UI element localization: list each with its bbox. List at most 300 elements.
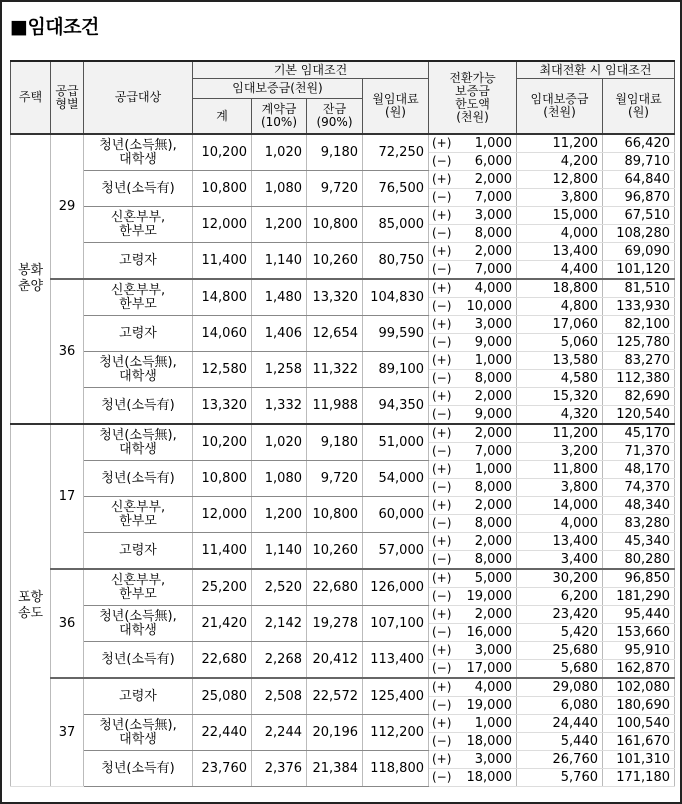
- rental-conditions-table: [10, 60, 675, 787]
- supply-target-cell: [84, 751, 193, 787]
- target-line: 청년(소득有): [101, 180, 175, 196]
- balance-cell: 10,800: [307, 207, 363, 243]
- contract-fee-cell: 1,140: [252, 243, 307, 280]
- minus-limit-cell: 8,000: [459, 370, 517, 388]
- supply-target-cell: [84, 352, 193, 388]
- balance-cell: 20,412: [307, 642, 363, 679]
- target-line: 고령자: [119, 325, 157, 341]
- plus-max-deposit-cell: 17,060: [517, 316, 603, 334]
- supply-type-cell: 36: [51, 279, 84, 424]
- plus-sign: (+): [429, 316, 459, 334]
- plus-max-deposit-cell: 18,800: [517, 279, 603, 298]
- target-line: 청년(소득有): [101, 470, 175, 486]
- minus-limit-cell: 9,000: [459, 334, 517, 352]
- minus-max-deposit-cell: 4,000: [517, 225, 603, 243]
- plus-max-rent-cell: 82,100: [603, 316, 675, 334]
- minus-max-deposit-cell: 4,320: [517, 406, 603, 425]
- monthly-rent-cell: 72,250: [363, 134, 429, 171]
- plus-max-rent-cell: 48,340: [603, 497, 675, 515]
- balance-cell: 11,988: [307, 388, 363, 425]
- contract-fee-cell: 2,142: [252, 606, 307, 642]
- supply-type-cell: 17: [51, 424, 84, 569]
- table-row: [11, 751, 675, 769]
- table-row: [11, 171, 675, 189]
- minus-limit-cell: 17,000: [459, 660, 517, 679]
- house-name-line: 춘양: [17, 279, 44, 294]
- plus-max-rent-cell: 101,310: [603, 751, 675, 769]
- plus-sign: (+): [429, 497, 459, 515]
- minus-sign: (−): [429, 261, 459, 280]
- table-row: [11, 388, 675, 406]
- plus-sign: (+): [429, 279, 459, 298]
- minus-max-rent-cell: 96,870: [603, 189, 675, 207]
- plus-limit-cell: 1,000: [459, 352, 517, 370]
- supply-target-cell: [84, 461, 193, 497]
- monthly-rent-cell: 80,750: [363, 243, 429, 280]
- plus-limit-cell: 3,000: [459, 642, 517, 660]
- minus-sign: (−): [429, 443, 459, 461]
- minus-max-rent-cell: 120,540: [603, 406, 675, 425]
- target-line: 대학생: [119, 151, 157, 167]
- minus-limit-cell: 8,000: [459, 479, 517, 497]
- minus-max-deposit-cell: 6,200: [517, 588, 603, 606]
- minus-limit-cell: 8,000: [459, 551, 517, 570]
- contract-fee-cell: 1,258: [252, 352, 307, 388]
- minus-limit-cell: 19,000: [459, 697, 517, 715]
- plus-max-deposit-cell: 13,580: [517, 352, 603, 370]
- target-line: 대학생: [119, 368, 157, 384]
- contract-fee-cell: 1,020: [252, 134, 307, 171]
- supply-target-cell: [84, 569, 193, 606]
- minus-sign: (−): [429, 515, 459, 533]
- balance-cell: 12,654: [307, 316, 363, 352]
- supply-target-cell: [84, 388, 193, 425]
- plus-sign: (+): [429, 207, 459, 225]
- plus-max-deposit-cell: 25,680: [517, 642, 603, 660]
- minus-sign: (−): [429, 697, 459, 715]
- plus-max-deposit-cell: 26,760: [517, 751, 603, 769]
- balance-cell: 20,196: [307, 715, 363, 751]
- plus-max-rent-cell: 66,420: [603, 134, 675, 153]
- balance-cell: 19,278: [307, 606, 363, 642]
- deposit-total-cell: 23,760: [193, 751, 252, 787]
- target-line: 청년(소득有): [101, 651, 175, 667]
- plus-max-deposit-cell: 15,320: [517, 388, 603, 406]
- minus-sign: (−): [429, 189, 459, 207]
- header-balance: 잔금 (90%): [307, 99, 363, 135]
- plus-limit-cell: 2,000: [459, 606, 517, 624]
- plus-limit-cell: 1,000: [459, 134, 517, 153]
- contract-fee-cell: 1,332: [252, 388, 307, 425]
- minus-limit-cell: 9,000: [459, 406, 517, 425]
- monthly-rent-cell: 126,000: [363, 569, 429, 606]
- plus-max-rent-cell: 96,850: [603, 569, 675, 588]
- supply-target-cell: [84, 678, 193, 715]
- plus-max-rent-cell: 102,080: [603, 678, 675, 697]
- deposit-total-cell: 14,060: [193, 316, 252, 352]
- plus-limit-cell: 3,000: [459, 751, 517, 769]
- minus-sign: (−): [429, 298, 459, 316]
- target-line: 청년(소득無),: [99, 354, 177, 370]
- table-row: [11, 424, 675, 443]
- monthly-rent-cell: 89,100: [363, 352, 429, 388]
- deposit-total-cell: 11,400: [193, 243, 252, 280]
- target-line: 대학생: [119, 731, 157, 747]
- plus-max-rent-cell: 95,910: [603, 642, 675, 660]
- contract-fee-cell: 2,268: [252, 642, 307, 679]
- monthly-rent-cell: 107,100: [363, 606, 429, 642]
- minus-sign: (−): [429, 660, 459, 679]
- table-header: [11, 61, 675, 134]
- minus-sign: (−): [429, 153, 459, 171]
- table-row: [11, 642, 675, 660]
- supply-target-cell: [84, 533, 193, 570]
- minus-max-deposit-cell: 5,060: [517, 334, 603, 352]
- minus-max-rent-cell: 162,870: [603, 660, 675, 679]
- plus-max-deposit-cell: 24,440: [517, 715, 603, 733]
- plus-limit-cell: 2,000: [459, 171, 517, 189]
- supply-target-cell: [84, 316, 193, 352]
- plus-sign: (+): [429, 171, 459, 189]
- contract-fee-cell: 1,480: [252, 279, 307, 316]
- house-name-cell: [11, 424, 51, 787]
- contract-fee-cell: 1,200: [252, 207, 307, 243]
- minus-max-rent-cell: 133,930: [603, 298, 675, 316]
- minus-max-rent-cell: 161,670: [603, 733, 675, 751]
- minus-sign: (−): [429, 479, 459, 497]
- minus-sign: (−): [429, 588, 459, 606]
- plus-sign: (+): [429, 678, 459, 697]
- supply-target-cell: [84, 134, 193, 171]
- plus-limit-cell: 2,000: [459, 424, 517, 443]
- plus-limit-cell: 3,000: [459, 207, 517, 225]
- plus-sign: (+): [429, 642, 459, 660]
- monthly-rent-cell: 104,830: [363, 279, 429, 316]
- header-supply-type: 공급 형별: [51, 61, 84, 134]
- minus-sign: (−): [429, 225, 459, 243]
- target-line: 한부모: [119, 296, 157, 312]
- balance-cell: 10,260: [307, 533, 363, 570]
- plus-sign: (+): [429, 134, 459, 153]
- target-line: 청년(소득有): [101, 397, 175, 413]
- plus-max-deposit-cell: 11,200: [517, 134, 603, 153]
- plus-sign: (+): [429, 606, 459, 624]
- minus-sign: (−): [429, 334, 459, 352]
- deposit-total-cell: 11,400: [193, 533, 252, 570]
- minus-limit-cell: 10,000: [459, 298, 517, 316]
- plus-sign: (+): [429, 751, 459, 769]
- minus-max-deposit-cell: 3,800: [517, 479, 603, 497]
- balance-cell: 9,720: [307, 461, 363, 497]
- target-line: 대학생: [119, 441, 157, 457]
- plus-max-rent-cell: 81,510: [603, 279, 675, 298]
- minus-max-deposit-cell: 3,400: [517, 551, 603, 570]
- header-deposit-total: 계: [193, 99, 252, 135]
- minus-max-rent-cell: 80,280: [603, 551, 675, 570]
- target-line: 신혼부부,: [110, 209, 166, 225]
- supply-target-cell: [84, 497, 193, 533]
- plus-max-rent-cell: 69,090: [603, 243, 675, 261]
- minus-sign: (−): [429, 624, 459, 642]
- target-line: 신혼부부,: [110, 499, 166, 515]
- minus-max-rent-cell: 153,660: [603, 624, 675, 642]
- plus-max-rent-cell: 45,170: [603, 424, 675, 443]
- table-row: [11, 352, 675, 370]
- house-name-line: 포항: [17, 589, 44, 605]
- plus-limit-cell: 1,000: [459, 715, 517, 733]
- balance-cell: 9,180: [307, 134, 363, 171]
- target-line: 한부모: [119, 586, 157, 602]
- plus-max-deposit-cell: 11,800: [517, 461, 603, 479]
- minus-limit-cell: 7,000: [459, 443, 517, 461]
- table-row: [11, 497, 675, 515]
- plus-max-deposit-cell: 13,400: [517, 243, 603, 261]
- minus-max-rent-cell: 101,120: [603, 261, 675, 280]
- balance-cell: 11,322: [307, 352, 363, 388]
- target-line: 청년(소득有): [101, 760, 175, 776]
- minus-max-deposit-cell: 4,200: [517, 153, 603, 171]
- target-line: 청년(소득無),: [99, 717, 177, 733]
- minus-sign: (−): [429, 769, 459, 787]
- deposit-total-cell: 14,800: [193, 279, 252, 316]
- balance-cell: 21,384: [307, 751, 363, 787]
- balance-cell: 22,572: [307, 678, 363, 715]
- table-row: [11, 606, 675, 624]
- plus-limit-cell: 2,000: [459, 243, 517, 261]
- target-line: 고령자: [119, 688, 157, 704]
- contract-fee-cell: 2,244: [252, 715, 307, 751]
- balance-cell: 10,260: [307, 243, 363, 280]
- deposit-total-cell: 12,000: [193, 207, 252, 243]
- minus-limit-cell: 6,000: [459, 153, 517, 171]
- monthly-rent-cell: 99,590: [363, 316, 429, 352]
- plus-limit-cell: 4,000: [459, 678, 517, 697]
- table-row: [11, 715, 675, 733]
- plus-sign: (+): [429, 715, 459, 733]
- minus-max-rent-cell: 83,280: [603, 515, 675, 533]
- header-deposit-group: 임대보증금(천원): [193, 79, 363, 99]
- plus-sign: (+): [429, 352, 459, 370]
- header-max-deposit: 임대보증금 (천원): [517, 79, 603, 135]
- monthly-rent-cell: 118,800: [363, 751, 429, 787]
- plus-sign: (+): [429, 569, 459, 588]
- minus-max-rent-cell: 89,710: [603, 153, 675, 171]
- supply-target-cell: [84, 243, 193, 280]
- balance-cell: 9,720: [307, 171, 363, 207]
- target-line: 고령자: [119, 542, 157, 558]
- supply-target-cell: [84, 171, 193, 207]
- minus-max-deposit-cell: 6,080: [517, 697, 603, 715]
- balance-cell: 10,800: [307, 497, 363, 533]
- deposit-total-cell: 12,580: [193, 352, 252, 388]
- target-line: 한부모: [119, 513, 157, 529]
- table-row: [11, 569, 675, 588]
- minus-max-rent-cell: 108,280: [603, 225, 675, 243]
- deposit-total-cell: 25,200: [193, 569, 252, 606]
- deposit-total-cell: 12,000: [193, 497, 252, 533]
- plus-limit-cell: 3,000: [459, 316, 517, 334]
- supply-target-cell: [84, 606, 193, 642]
- header-conversion-limit: 전환가능 보증금 한도액 (천원): [429, 61, 517, 134]
- plus-max-rent-cell: 95,440: [603, 606, 675, 624]
- deposit-total-cell: 10,200: [193, 134, 252, 171]
- monthly-rent-cell: 125,400: [363, 678, 429, 715]
- plus-max-rent-cell: 67,510: [603, 207, 675, 225]
- plus-sign: (+): [429, 243, 459, 261]
- target-line: 신혼부부,: [110, 572, 166, 588]
- minus-max-deposit-cell: 4,800: [517, 298, 603, 316]
- minus-max-rent-cell: 71,370: [603, 443, 675, 461]
- contract-fee-cell: 2,376: [252, 751, 307, 787]
- supply-type-cell: 29: [51, 134, 84, 279]
- supply-type-cell: 37: [51, 678, 84, 787]
- minus-max-deposit-cell: 5,420: [517, 624, 603, 642]
- minus-max-rent-cell: 112,380: [603, 370, 675, 388]
- contract-fee-cell: 2,520: [252, 569, 307, 606]
- minus-max-deposit-cell: 5,760: [517, 769, 603, 787]
- contract-fee-cell: 1,020: [252, 424, 307, 461]
- minus-limit-cell: 19,000: [459, 588, 517, 606]
- minus-sign: (−): [429, 551, 459, 570]
- minus-max-deposit-cell: 5,680: [517, 660, 603, 679]
- minus-limit-cell: 8,000: [459, 225, 517, 243]
- plus-max-rent-cell: 64,840: [603, 171, 675, 189]
- header-monthly-rent: 월임대료 (원): [363, 79, 429, 135]
- minus-max-deposit-cell: 5,440: [517, 733, 603, 751]
- table-row: [11, 533, 675, 551]
- supply-target-cell: [84, 715, 193, 751]
- plus-max-rent-cell: 82,690: [603, 388, 675, 406]
- plus-max-rent-cell: 83,270: [603, 352, 675, 370]
- header-contract-fee: 계약금 (10%): [252, 99, 307, 135]
- minus-limit-cell: 18,000: [459, 733, 517, 751]
- balance-cell: 13,320: [307, 279, 363, 316]
- supply-target-cell: [84, 424, 193, 461]
- supply-target-cell: [84, 279, 193, 316]
- table-row: [11, 243, 675, 261]
- deposit-total-cell: 10,200: [193, 424, 252, 461]
- contract-fee-cell: 1,140: [252, 533, 307, 570]
- plus-limit-cell: 2,000: [459, 497, 517, 515]
- minus-limit-cell: 16,000: [459, 624, 517, 642]
- monthly-rent-cell: 76,500: [363, 171, 429, 207]
- plus-max-rent-cell: 100,540: [603, 715, 675, 733]
- monthly-rent-cell: 57,000: [363, 533, 429, 570]
- supply-type-cell: 36: [51, 569, 84, 678]
- deposit-total-cell: 10,800: [193, 461, 252, 497]
- table-body: [11, 134, 675, 787]
- header-house: 주택: [11, 61, 51, 134]
- monthly-rent-cell: 85,000: [363, 207, 429, 243]
- monthly-rent-cell: 51,000: [363, 424, 429, 461]
- contract-fee-cell: 2,508: [252, 678, 307, 715]
- plus-limit-cell: 4,000: [459, 279, 517, 298]
- plus-limit-cell: 2,000: [459, 388, 517, 406]
- minus-max-deposit-cell: 4,000: [517, 515, 603, 533]
- plus-max-deposit-cell: 12,800: [517, 171, 603, 189]
- plus-sign: (+): [429, 533, 459, 551]
- header-supply-target: 공급대상: [84, 61, 193, 134]
- balance-cell: 9,180: [307, 424, 363, 461]
- monthly-rent-cell: 54,000: [363, 461, 429, 497]
- monthly-rent-cell: 94,350: [363, 388, 429, 425]
- table-row: [11, 461, 675, 479]
- house-name-line: 봉화: [17, 263, 44, 278]
- minus-max-rent-cell: 125,780: [603, 334, 675, 352]
- header-max-conversion: 최대전환 시 임대조건: [517, 61, 675, 79]
- plus-sign: (+): [429, 461, 459, 479]
- target-line: 청년(소득無),: [99, 137, 177, 153]
- monthly-rent-cell: 113,400: [363, 642, 429, 679]
- plus-sign: (+): [429, 388, 459, 406]
- table-row: [11, 678, 675, 697]
- deposit-total-cell: 25,080: [193, 678, 252, 715]
- plus-max-deposit-cell: 23,420: [517, 606, 603, 624]
- plus-max-rent-cell: 48,170: [603, 461, 675, 479]
- contract-fee-cell: 1,080: [252, 461, 307, 497]
- minus-max-rent-cell: 74,370: [603, 479, 675, 497]
- plus-max-deposit-cell: 13,400: [517, 533, 603, 551]
- table-row: [11, 316, 675, 334]
- page-title: ■임대조건: [10, 16, 99, 38]
- house-name-cell: [11, 134, 51, 424]
- target-line: 한부모: [119, 223, 157, 239]
- table-row: [11, 134, 675, 153]
- deposit-total-cell: 21,420: [193, 606, 252, 642]
- deposit-total-cell: 13,320: [193, 388, 252, 425]
- monthly-rent-cell: 112,200: [363, 715, 429, 751]
- minus-max-deposit-cell: 4,580: [517, 370, 603, 388]
- supply-target-cell: [84, 207, 193, 243]
- minus-limit-cell: 18,000: [459, 769, 517, 787]
- monthly-rent-cell: 60,000: [363, 497, 429, 533]
- plus-limit-cell: 2,000: [459, 533, 517, 551]
- minus-max-deposit-cell: 4,400: [517, 261, 603, 280]
- supply-target-cell: [84, 642, 193, 679]
- deposit-total-cell: 22,680: [193, 642, 252, 679]
- minus-limit-cell: 7,000: [459, 189, 517, 207]
- table-row: [11, 207, 675, 225]
- plus-limit-cell: 5,000: [459, 569, 517, 588]
- contract-fee-cell: 1,200: [252, 497, 307, 533]
- minus-max-rent-cell: 180,690: [603, 697, 675, 715]
- deposit-total-cell: 10,800: [193, 171, 252, 207]
- minus-limit-cell: 8,000: [459, 515, 517, 533]
- target-line: 대학생: [119, 622, 157, 638]
- house-name-line: 송도: [17, 605, 44, 621]
- contract-fee-cell: 1,406: [252, 316, 307, 352]
- plus-max-deposit-cell: 30,200: [517, 569, 603, 588]
- deposit-total-cell: 22,440: [193, 715, 252, 751]
- target-line: 신혼부부,: [110, 282, 166, 298]
- plus-max-deposit-cell: 15,000: [517, 207, 603, 225]
- balance-cell: 22,680: [307, 569, 363, 606]
- table-row: [11, 279, 675, 298]
- plus-max-deposit-cell: 14,000: [517, 497, 603, 515]
- minus-sign: (−): [429, 370, 459, 388]
- header-basic-conditions: 기본 임대조건: [193, 61, 429, 79]
- minus-sign: (−): [429, 733, 459, 751]
- minus-sign: (−): [429, 406, 459, 425]
- minus-max-deposit-cell: 3,800: [517, 189, 603, 207]
- minus-max-rent-cell: 171,180: [603, 769, 675, 787]
- plus-limit-cell: 1,000: [459, 461, 517, 479]
- plus-sign: (+): [429, 424, 459, 443]
- target-line: 청년(소득無),: [99, 608, 177, 624]
- target-line: 청년(소득無),: [99, 427, 177, 443]
- header-max-rent: 월임대료 (원): [603, 79, 675, 135]
- plus-max-deposit-cell: 11,200: [517, 424, 603, 443]
